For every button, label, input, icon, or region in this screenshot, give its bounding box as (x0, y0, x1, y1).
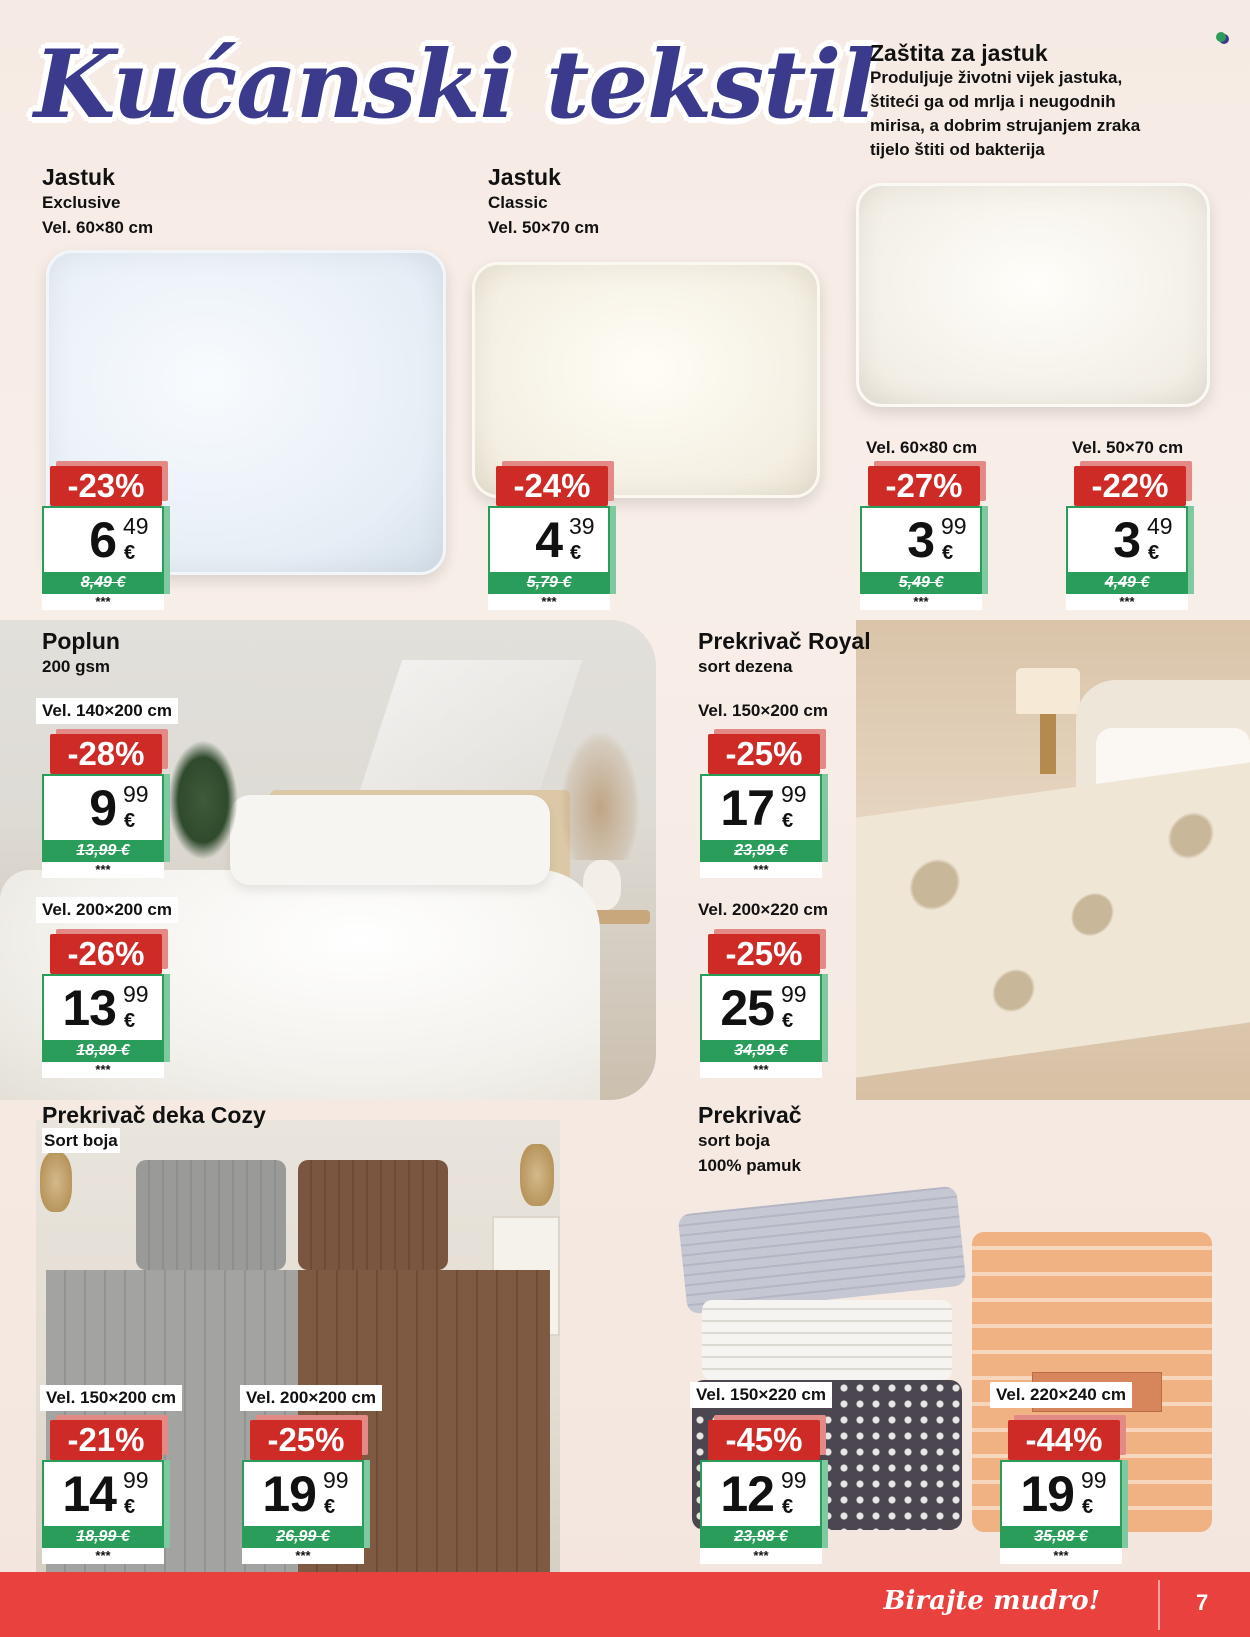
price-integer: 9 (89, 780, 116, 836)
price-integer: 3 (907, 512, 934, 568)
price-tag-royal-2 (700, 934, 832, 1082)
old-price: 23,99 € (700, 840, 822, 862)
page-number: 7 (1196, 1590, 1209, 1615)
throw-size-1: Vel. 150×220 cm (690, 1382, 832, 1408)
price-box (1000, 1460, 1122, 1526)
price-cents: 49 (1147, 513, 1173, 539)
stars-note: *** (1000, 1548, 1122, 1564)
protector-desc-2: štiteći ga od mrlja i neugodnih (870, 92, 1116, 111)
throw-grey (678, 1186, 967, 1315)
product-name: Poplun (42, 628, 120, 654)
price-cents: 99 (941, 513, 967, 539)
stars-note: *** (1066, 594, 1188, 610)
discount-badge: -21% (50, 1420, 162, 1460)
price-box (242, 1460, 364, 1526)
stars-note: *** (42, 862, 164, 878)
brown-pillow (298, 1160, 448, 1270)
price-integer: 12 (720, 1466, 774, 1522)
stars-note: *** (700, 1548, 822, 1564)
product-variant: Sort boja (42, 1128, 120, 1153)
currency: € (324, 1496, 336, 1518)
price-integer: 13 (62, 980, 116, 1036)
old-price: 5,49 € (860, 572, 982, 594)
discount-badge: -26% (50, 934, 162, 974)
discount-badge: -25% (250, 1420, 362, 1460)
protector-text (870, 40, 1230, 162)
currency: € (570, 542, 582, 564)
floral-bedspread (856, 762, 1250, 1077)
price-integer: 14 (62, 1466, 116, 1522)
product-material: 100% pamuk (698, 1156, 801, 1175)
price-cents: 49 (123, 513, 149, 539)
product-size: Vel. 50×70 cm (488, 218, 600, 237)
duvet-size-2: Vel. 200×200 cm (36, 897, 178, 923)
lamp-left (40, 1152, 72, 1212)
page-title: Kućanski tekstil (34, 30, 876, 140)
price-tag-throw-2 (1000, 1420, 1132, 1568)
old-price: 23,98 € (700, 1526, 822, 1548)
old-price: 18,99 € (42, 1040, 164, 1062)
footer-divider (1158, 1580, 1160, 1630)
product-name: Prekrivač deka Cozy (42, 1102, 266, 1128)
plant (168, 740, 238, 860)
currency: € (124, 1010, 136, 1032)
footer-bar (0, 1572, 1250, 1637)
pillow-protector-image (856, 183, 1210, 407)
product-name: Jastuk (42, 164, 115, 190)
throw-text (698, 1102, 802, 1178)
protector-desc-1: Produljuje životni vijek jastuka, (870, 68, 1123, 87)
price-box (42, 1460, 164, 1526)
price-cents: 99 (123, 781, 149, 807)
old-price: 34,99 € (700, 1040, 822, 1062)
stars-note: *** (42, 1062, 164, 1078)
price-cents: 99 (123, 1467, 149, 1493)
royal-size-1: Vel. 150×200 cm (698, 701, 828, 720)
discount-badge: -44% (1008, 1420, 1120, 1460)
stars-note: *** (700, 862, 822, 878)
price-integer: 19 (1020, 1466, 1074, 1522)
stars-note: *** (860, 594, 982, 610)
product-size: Vel. 60×80 cm (42, 218, 154, 237)
discount-badge: -24% (496, 466, 608, 506)
price-tag-duvet-2 (42, 934, 174, 1082)
product-variant: sort boja (698, 1131, 770, 1150)
price-tag-protector-2 (1066, 466, 1198, 614)
cozy-text (42, 1102, 266, 1153)
stars-note: *** (242, 1548, 364, 1564)
old-price: 13,99 € (42, 840, 164, 862)
protector-desc-3: mirisa, a dobrim strujanjem zraka (870, 116, 1141, 135)
price-cents: 39 (569, 513, 595, 539)
discount-badge: -25% (708, 734, 820, 774)
stars-note: *** (488, 594, 610, 610)
grey-pillow (136, 1160, 286, 1270)
price-box (700, 774, 822, 840)
royal-text (698, 628, 871, 679)
price-integer: 25 (720, 980, 774, 1036)
price-cents: 99 (781, 1467, 807, 1493)
protector-name: Zaštita za jastuk (870, 40, 1048, 66)
discount-badge: -25% (708, 934, 820, 974)
product-name: Jastuk (488, 164, 561, 190)
price-tag-duvet-1 (42, 734, 174, 882)
price-box (860, 506, 982, 572)
old-price: 8,49 € (42, 572, 164, 594)
price-integer: 3 (1113, 512, 1140, 568)
price-tag-pillow-exclusive (42, 466, 174, 614)
old-price: 5,79 € (488, 572, 610, 594)
cozy-size-1: Vel. 150×200 cm (40, 1385, 182, 1411)
product-name: Prekrivač Royal (698, 628, 871, 654)
price-cents: 99 (123, 981, 149, 1007)
price-tag-cozy-1 (42, 1420, 174, 1568)
price-tag-royal-1 (700, 734, 832, 882)
lamp-shade (1016, 668, 1080, 714)
old-price: 26,99 € (242, 1526, 364, 1548)
price-integer: 4 (535, 512, 562, 568)
currency: € (1148, 542, 1160, 564)
pampas-grass (560, 730, 640, 860)
discount-badge: -28% (50, 734, 162, 774)
price-box (42, 506, 164, 572)
currency: € (124, 810, 136, 832)
old-price: 4,49 € (1066, 572, 1188, 594)
product-variant: Classic (488, 193, 548, 212)
price-box (42, 974, 164, 1040)
currency: € (782, 810, 794, 832)
price-tag-pillow-classic (488, 466, 620, 614)
slogan: Birajte mudro! (883, 1586, 1100, 1616)
price-box (700, 974, 822, 1040)
product-name: Prekrivač (698, 1102, 802, 1128)
price-integer: 17 (720, 780, 774, 836)
price-tag-protector-1 (860, 466, 992, 614)
price-cents: 99 (781, 781, 807, 807)
pillow-classic-image (472, 262, 820, 498)
currency: € (782, 1496, 794, 1518)
throw-size-2: Vel. 220×240 cm (990, 1382, 1132, 1408)
old-price: 18,99 € (42, 1526, 164, 1548)
duvet-size-1: Vel. 140×200 cm (36, 698, 178, 724)
product-variant: 200 gsm (42, 657, 111, 676)
discount-badge: -45% (708, 1420, 820, 1460)
product-variant: sort dezena (698, 657, 793, 676)
cozy-size-2: Vel. 200×200 cm (240, 1385, 382, 1411)
pillow-exclusive-text (42, 164, 153, 240)
protector-size-2: Vel. 50×70 cm (1072, 438, 1184, 457)
price-box (488, 506, 610, 572)
price-tag-throw-1 (700, 1420, 832, 1568)
price-integer: 6 (89, 512, 116, 568)
stars-note: *** (700, 1062, 822, 1078)
price-box (1066, 506, 1188, 572)
price-cents: 99 (323, 1467, 349, 1493)
pillow-classic-text (488, 164, 599, 240)
duvet-text (42, 628, 120, 679)
protector-size-1: Vel. 60×80 cm (866, 438, 978, 457)
currency: € (942, 542, 954, 564)
old-price: 35,98 € (1000, 1526, 1122, 1548)
price-cents: 99 (1081, 1467, 1107, 1493)
price-box (700, 1460, 822, 1526)
protector-desc-4: tijelo štiti od bakterija (870, 140, 1045, 159)
lamp-right (520, 1144, 554, 1206)
price-cents: 99 (781, 981, 807, 1007)
discount-badge: -23% (50, 466, 162, 506)
throw-white (702, 1300, 952, 1380)
product-variant: Exclusive (42, 193, 121, 212)
royal-bedspread-photo (856, 620, 1250, 1100)
lamp-base (1040, 714, 1056, 774)
stars-note: *** (42, 594, 164, 610)
currency: € (1082, 1496, 1094, 1518)
stars-note: *** (42, 1548, 164, 1564)
discount-badge: -27% (868, 466, 980, 506)
pillows (230, 795, 550, 885)
price-tag-cozy-2 (242, 1420, 374, 1568)
royal-size-2: Vel. 200×220 cm (698, 900, 828, 919)
price-integer: 19 (262, 1466, 316, 1522)
currency: € (124, 1496, 136, 1518)
currency: € (782, 1010, 794, 1032)
discount-badge: -22% (1074, 466, 1186, 506)
currency: € (124, 542, 136, 564)
price-box (42, 774, 164, 840)
